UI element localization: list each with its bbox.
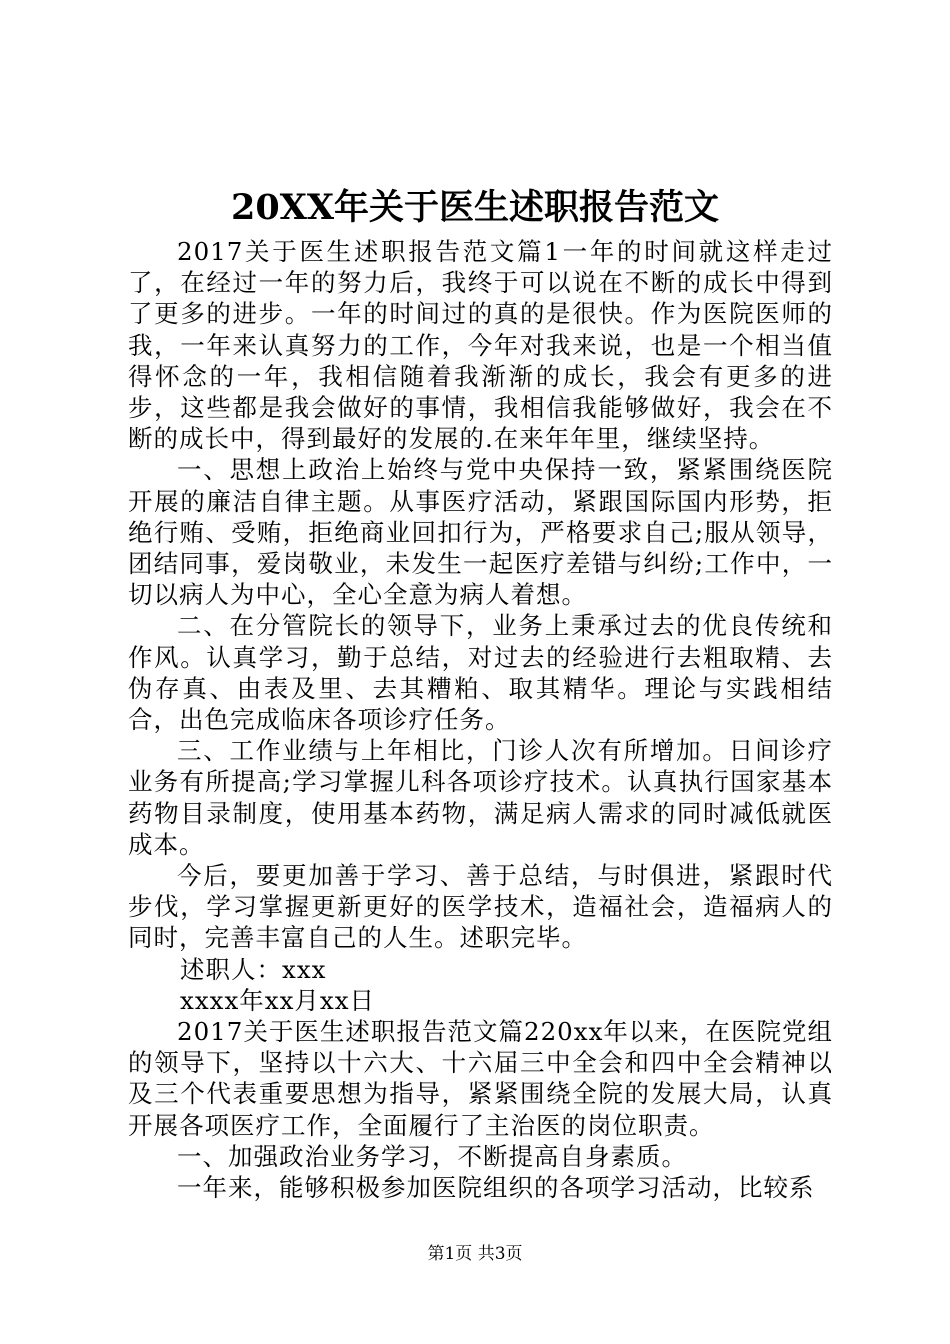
paragraph: 三、工作业绩与上年相比，门诊人次有所增加。日间诊疗业务有所提高;学习掌握儿科各项诊疗技术。认真执行国家基本药物目录制度，使用基本药物，满足病人需求的同时减低就医成本。 [128, 736, 833, 859]
paragraph: 二、在分管院长的领导下，业务上秉承过去的优良传统和作风。认真学习，勤于总结，对过去的经验进行去粗取精、去伪存真、由表及里、去其糟粕、取其精华。理论与实践相结合，出色完成临床各项诊疗任务。 [128, 611, 833, 735]
paragraph: 一、思想上政治上始终与党中央保持一致，紧紧围绕医院开展的廉洁自律主题。从事医疗活动，紧跟国际国内形势，拒绝行贿、受贿，拒绝商业回扣行为，严格要求自己;服从领导，团结同事，爱岗敬业，未发生一起医疗差错与纠纷;工作中，一切以病人为中心，全心全意为病人着想。 [128, 455, 833, 610]
paragraph: 2017关于医生述职报告范文篇220xx年以来，在医院党组的领导下，坚持以十六大、十六届三中全会和四中全会精神以及三个代表重要思想为指导，紧紧围绕全院的发展大局，认真开展各项医疗工作，全面履行了主治医的岗位职责。 [128, 1017, 833, 1140]
paragraph: 今后，要更加善于学习、善于总结，与时俱进，紧跟时代步伐，学习掌握更新更好的医学技术，造福社会，造福病人的同时，完善丰富自己的人生。述职完毕。 [128, 861, 833, 953]
signature-date: xxxx年xx月xx日 [180, 985, 376, 1015]
page-footer: 第1页 共3页 [427, 1244, 523, 1264]
signature-name: 述职人：xxx [180, 954, 327, 984]
paragraph: 2017关于医生述职报告范文篇1一年的时间就这样走过了，在经过一年的努力后，我终于可以说在不断的成长中得到了更多的进步。一年的时间过的真的是很快。作为医院医师的我，一年来认真努力的工作，今年对我来说，也是一个相当值得怀念的一年，我相信随着我渐渐的成长，我会有更多的进步，这些都是我会做好的事情，我相信我能够做好，我会在不断的成长中，得到最好的发展的.在来年年里，继续坚持。 [128, 237, 833, 454]
paragraph: 一年来，能够积极参加医院组织的各项学习活动，比较系 [177, 1173, 815, 1203]
document-body [128, 236, 833, 1203]
paragraph: 一、加强政治业务学习，不断提高自身素质。 [177, 1141, 687, 1171]
document-title: 20XX年关于医生述职报告范文 [230, 187, 720, 228]
